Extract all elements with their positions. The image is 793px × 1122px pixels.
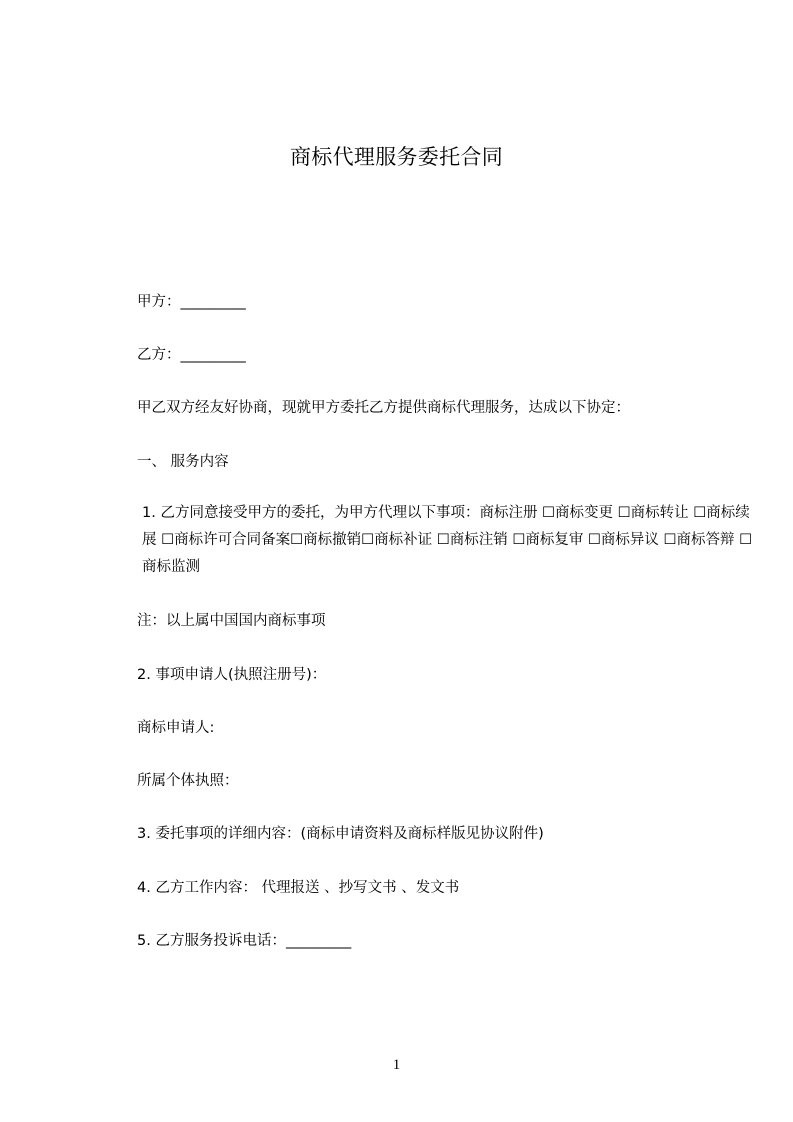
business-license-line: 所属个体执照： — [137, 773, 239, 789]
party-b-work-content: 4. 乙方工作内容： 代理报送 、抄写文书 、发文书 — [137, 880, 460, 896]
page-number: 1 — [392, 1057, 401, 1073]
entrusted-matter-details: 3. 委托事项的详细内容：(商标申请资料及商标样版见协议附件) — [137, 826, 544, 842]
contract-title: 商标代理服务委托合同 — [290, 145, 503, 169]
service-items-paragraph: 1. 乙方同意接受甲方的委托，为甲方代理以下事项：商标注册 ☐商标变更 ☐商标转让 ☐商标续展 ☐商标许可合同备案☐商标撤销☐商标补证 ☐商标注销 ☐商标复审 ☐商标异议 ☐商标答辩 ☐商标监测 — [142, 505, 753, 575]
party-a-line: 甲方：_________ — [137, 294, 246, 310]
applicant-license-heading: 2. 事项申请人(执照注册号)： — [137, 667, 327, 683]
domestic-note: 注：以上属中国国内商标事项 — [137, 613, 326, 629]
complaint-phone-line: 5. 乙方服务投诉电话：_________ — [137, 933, 352, 949]
agreement-intro: 甲乙双方经友好协商，现就甲方委托乙方提供商标代理服务，达成以下协定： — [137, 400, 630, 416]
section-heading-service-content: 一、 服务内容 — [137, 454, 229, 470]
party-b-line: 乙方：_________ — [137, 347, 246, 363]
trademark-applicant-line: 商标申请人: — [137, 720, 215, 736]
